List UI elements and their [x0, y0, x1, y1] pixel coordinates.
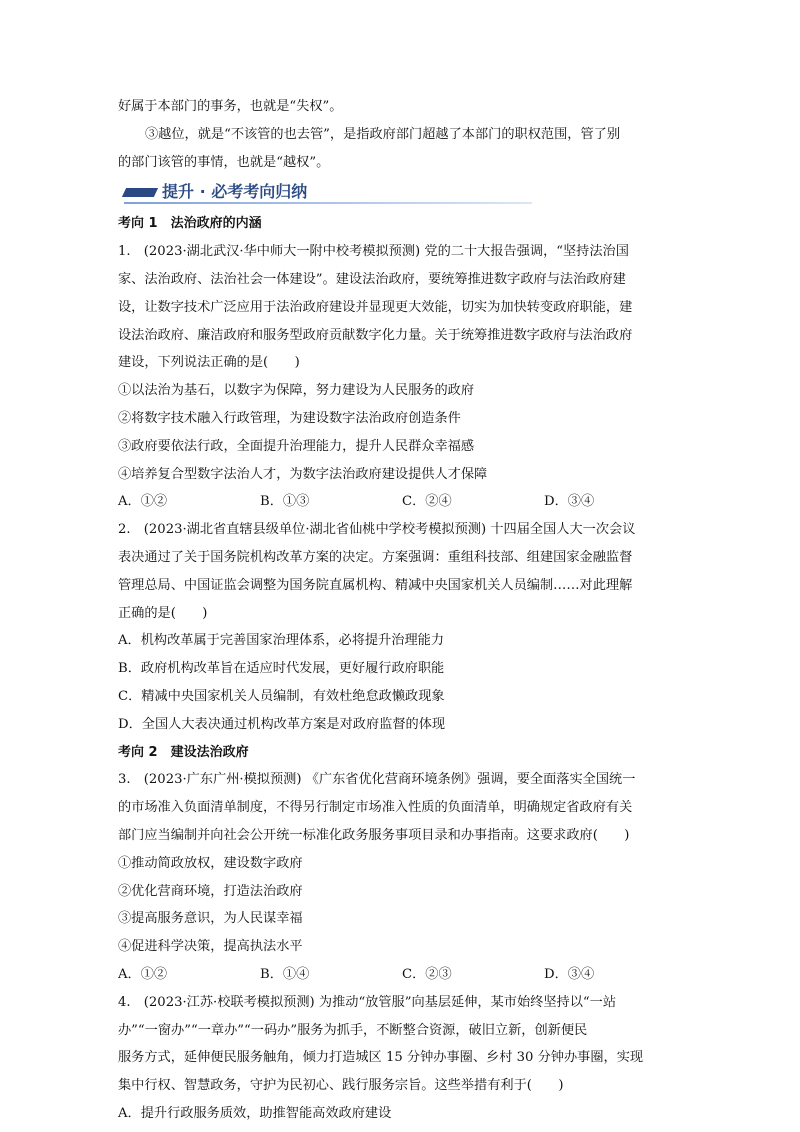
question-1 [118, 238, 686, 516]
question-line: 2. (2023·湖北省直辖县级单位·湖北省仙桃中学校考模拟预测) 十四届全国人大一次会议 [118, 522, 636, 538]
question-line: 服务方式，延伸便民服务触角，倾力打造城区 15 分钟办事圈、乡村 30 分钟办事圈，实现 [118, 1050, 644, 1066]
question-line: 表决通过了关于国务院机构改革方案的决定。方案强调：重组科技部、组建国家金融监督 [118, 549, 633, 565]
option-a: A．①② [118, 966, 168, 982]
statement-item: ②将数字技术融入行政管理，为建设数字法治政府创造条件 [118, 410, 461, 426]
option-d: D．全国人大表决通过机构改革方案是对政府监督的体现 [118, 716, 446, 732]
statement-item: ①以法治为基石，以数字为保障，努力建设为人民服务的政府 [118, 383, 475, 399]
option-c: C．②③ [402, 966, 452, 982]
question-line: 设，让数字技术广泛应用于法治政府建设并显现更大效能，切实为加快转变政府职能，建 [118, 299, 633, 315]
banner-underline [124, 202, 532, 204]
option-d: D．③④ [544, 966, 595, 982]
intro-line: 好属于本部门的事务，也就是“失权”。 [118, 99, 343, 114]
section-banner [118, 178, 686, 208]
option-c: C．②④ [402, 494, 452, 510]
question-2 [118, 516, 686, 738]
banner-bar-icon [122, 188, 158, 197]
intro-line: 的部门该管的事情，也就是“越权”。 [118, 154, 330, 170]
statement-item: ③提高服务意识，为人民谋幸福 [118, 911, 303, 927]
question-line: 部门应当编制并向社会公开统一标准化政务服务事项目录和办事指南。这要求政府( ) [118, 827, 630, 843]
option-b: B．政府机构改革旨在适应时代发展，更好履行政府职能 [118, 661, 445, 677]
intro-line: ③越位，就是“不该管的也去管”，是指政府部门超越了本部门的职权范围，管了别 [145, 126, 621, 142]
question-line: 的市场准入负面清单制度，不得另行制定市场准入性质的负面清单，明确规定省政府有关 [118, 800, 633, 816]
question-3 [118, 766, 686, 988]
statement-item: ③政府要依法行政，全面提升治理能力，提升人民群众幸福感 [118, 438, 475, 454]
option-a: A．①② [118, 494, 168, 510]
statement-item: ②优化营商环境，打造法治政府 [118, 883, 303, 899]
question-line: 建设，下列说法正确的是( ) [118, 355, 300, 371]
question-line: 集中行权、智慧政务，守护为民初心、践行服务宗旨。这些举措有利于( ) [118, 1078, 564, 1094]
banner-title: 提升 · 必考考向归纳 [162, 182, 308, 202]
question-line: 4. (2023·江苏·校联考模拟预测) 为推动“放管服”向基层延伸，某市始终坚持以“一站 [118, 994, 617, 1010]
question-line: 设法治政府、廉洁政府和服务型政府贡献数字化力量。关于统筹推进数字政府与法治政府 [118, 327, 633, 343]
statement-item: ④促进科学决策，提高执法水平 [118, 939, 303, 955]
section-title: 考向 1 法治政府的内涵 [118, 216, 262, 232]
option-a: A．提升行政服务质效，助推智能高效政府建设 [118, 1105, 392, 1121]
statement-item: ④培养复合型数字法治人才，为数字法治政府建设提供人才保障 [118, 466, 488, 482]
question-4 [118, 989, 686, 1128]
option-a: A．机构改革属于完善国家治理体系，必将提升治理能力 [118, 633, 445, 649]
question-line: 3. (2023·广东广州·模拟预测) 《广东省优化营商环境条例》强调，要全面落实全国统一 [118, 772, 636, 788]
section-title: 考向 2 建设法治政府 [118, 744, 249, 760]
page-content [118, 93, 686, 1128]
option-d: D．③④ [544, 494, 595, 510]
statement-item: ①推动简政放权，建设数字政府 [118, 855, 303, 871]
question-line: 正确的是( ) [118, 605, 208, 621]
answer-options [118, 961, 686, 989]
option-b: B．①④ [260, 966, 310, 982]
question-line: 办”“一窗办”“一章办”“一码办”服务为抓手，不断整合资源，破旧立新，创新便民 [118, 1022, 588, 1038]
question-line: 管理总局、中国证监会调整为国务院直属机构、精减中央国家机关人员编制……对此理解 [118, 577, 633, 593]
option-b: B．①③ [260, 494, 310, 510]
question-line: 家、法治政府、法治社会一体建设”。建设法治政府，要统筹推进数字政府与法治政府建 [118, 271, 626, 287]
question-line: 1. (2023·湖北武汉·华中师大一附中校考模拟预测) 党的二十大报告强调，“坚持法治国 [118, 244, 629, 260]
answer-options [118, 488, 686, 516]
option-c: C．精减中央国家机关人员编制，有效杜绝怠政懒政现象 [118, 688, 445, 704]
